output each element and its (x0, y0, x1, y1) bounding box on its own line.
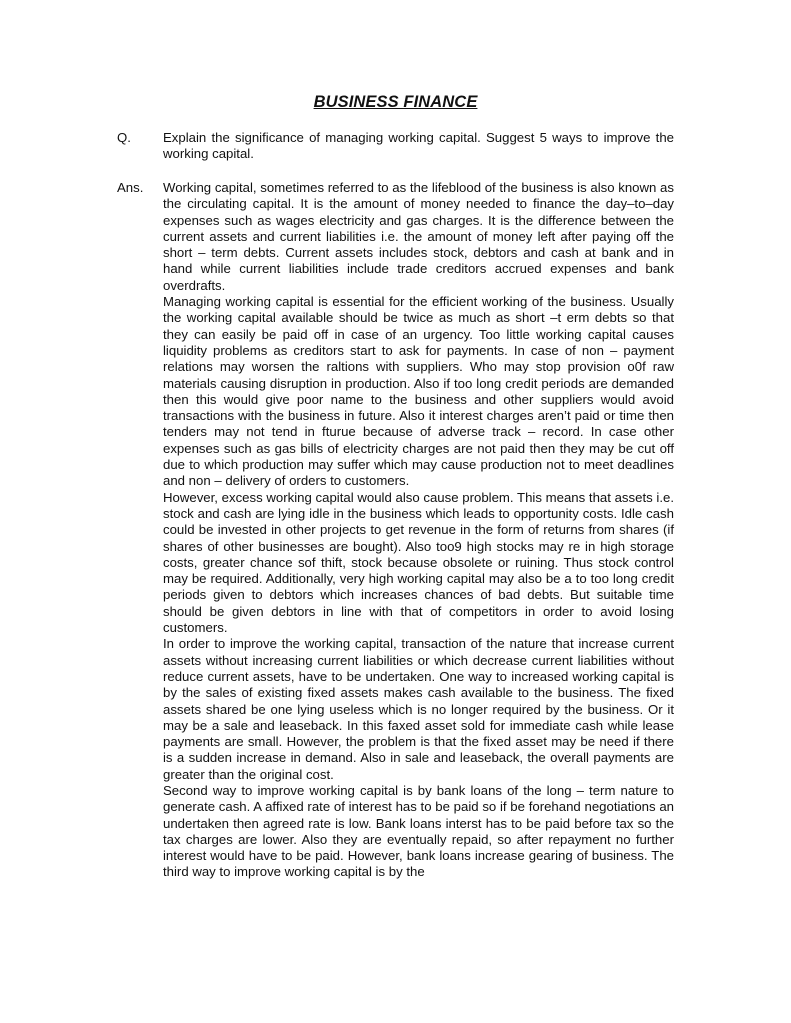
question-text: Explain the significance of managing working capital. Suggest 5 ways to improve the working capital. (163, 130, 674, 162)
answer-paragraph: Working capital, sometimes referred to as the lifeblood of the business is also known as the circulating capital. It is the amount of money needed to finance the day–to–day expenses such as wages electricity and gas charges. It is the difference between the current assets and current liabilities i.e. the amount of money left after paying off the short – term debts. Current assets includes stock, debtors and cash at bank and in hand while current liabilities include trade creditors accrued expenses and bank overdrafts. (163, 180, 674, 293)
question-text-container (163, 130, 674, 163)
answer-label: Ans. (117, 180, 144, 195)
question-label: Q. (117, 130, 131, 145)
answer-paragraph: Managing working capital is essential for the efficient working of the business. Usually the working capital available should be twice as much as short –t erm debts so that they can easily be paid off in case of an urgency. Too little working capital causes liquidity problems as creditors start to ask for payments. In case of non – payment relations may worsen the raltions with suppliers. Who may stop provision o0f raw materials causing disruption in production. Also if too long credit periods are demanded then this would give poor name to the business and other suppliers would avoid transactions with the business in future. Also it interest charges aren’t paid or time then tenders may not tend in fturue because of adverse track – record. In case other expenses such as gas bills of electricity charges are not paid then they may be cut off due to which production may suffer which may cause production not to meet deadlines and non – delivery of orders to customers. (163, 294, 674, 489)
answer-paragraph: In order to improve the working capital, transaction of the nature that increase current assets without increasing current liabilities or which decrease current liabilities without reduce current assets, have to be undertaken. One way to increased working capital is by the sales of existing fixed assets makes cash available to the business. The fixed assets shared be one lying useless which is no longer required by the business. Or it may be a sale and leaseback. In this faxed asset sold for immediate cash while lease payments are small. However, the problem is that the fixed asset may be need if there is a sudden increase in demand. Also in sale and leaseback, the overall payments are greater than the original cost. (163, 636, 674, 782)
page-title: BUSINESS FINANCE (313, 93, 478, 111)
answer-paragraph: However, excess working capital would also cause problem. This means that assets i.e. stock and cash are lying idle in the business which leads to opportunity costs. Idle cash could be invested in other projects to get revenue in the form of returns from shares (if shares of other businesses are bought). Also too9 high stocks may re in high storage costs, greater chance sof thift, stock because obsolete or ruining. Thus stock control may be required. Additionally, very high working capital may also be a to too long credit periods given to debtors which increases chances of bad debts. But suitable time should be given debtors in line with that of competitors in order to avoid losing customers. (163, 489, 674, 636)
answer-text-container (163, 180, 674, 881)
answer-paragraph: Second way to improve working capital is by bank loans of the long – term nature to generate cash. A affixed rate of interest has to be paid so if be forehand negotiations an undertaken then agreed rate is low. Bank loans interst has to be paid before tax so the tax charges are lower. Also they are eventually repaid, so after repayment no further interest would have to be paid. However, bank loans increase gearing of business. The third way to improve working capital is by the (163, 782, 674, 880)
